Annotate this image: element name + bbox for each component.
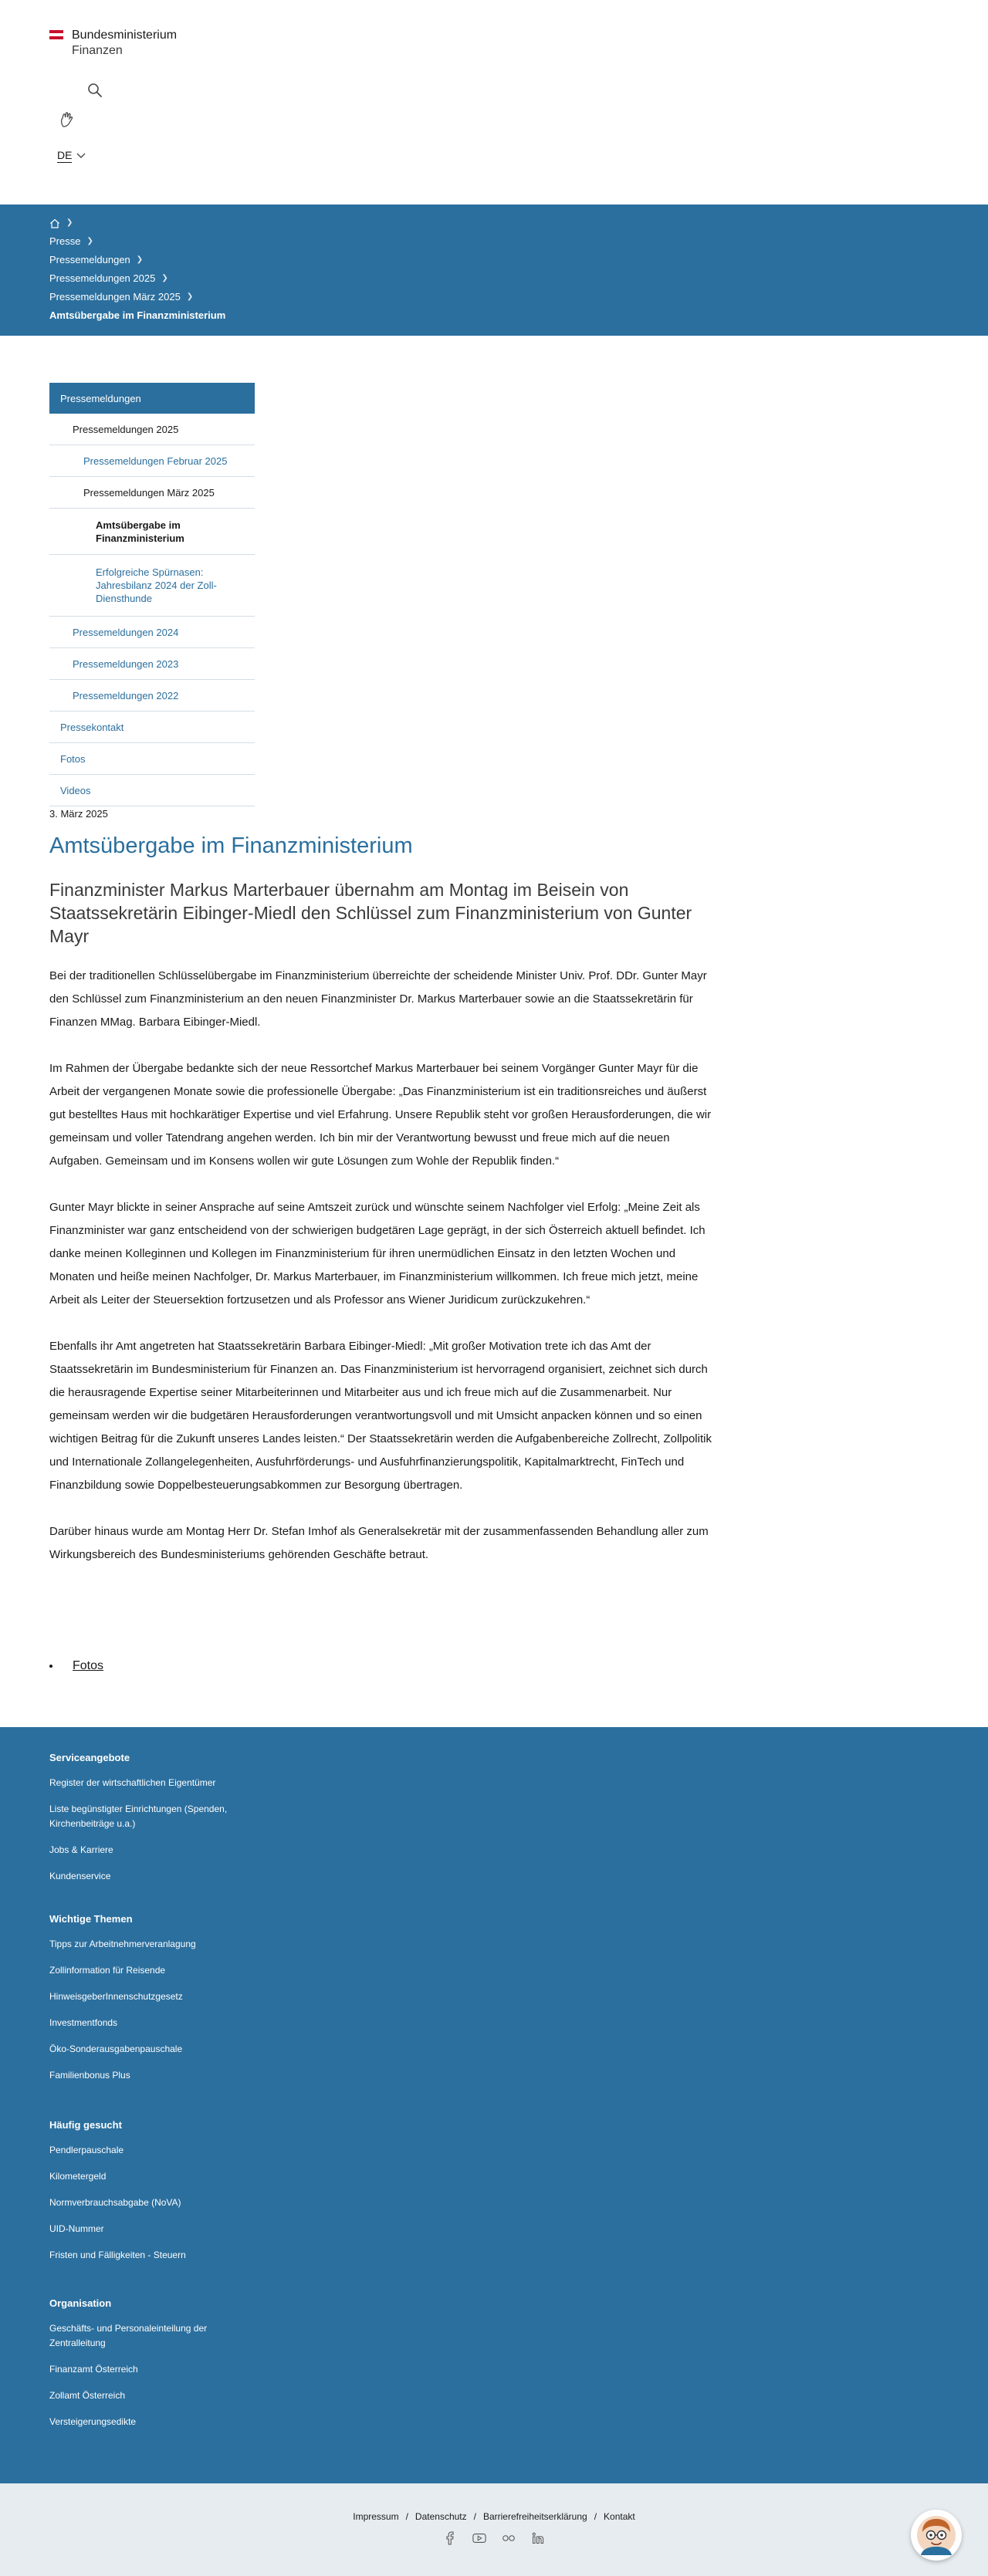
nav-item-pressemeldungen-februar-2025[interactable]: Pressemeldungen Februar 2025 bbox=[49, 445, 255, 477]
bullet-icon bbox=[49, 1665, 52, 1668]
breadcrumb-item[interactable] bbox=[49, 232, 225, 251]
footer-link[interactable]: Pendlerpauschale bbox=[49, 2145, 124, 2155]
footer-link[interactable]: Zollamt Österreich bbox=[49, 2390, 126, 2401]
section-navigation bbox=[49, 383, 255, 806]
footer-heading: Wichtige Themen bbox=[49, 1913, 133, 1925]
ministry-logo-link[interactable] bbox=[49, 28, 177, 59]
article-lead: Finanzminister Markus Marterbauer übernahm am Montag im Beisein von Staatssekretärin Eibinger-Miedl den Schlüssel zum Finanzministerium von Gunter Mayr bbox=[49, 880, 692, 946]
breadcrumb-link[interactable]: Pressemeldungen 2025 bbox=[49, 272, 156, 284]
breadcrumb-home[interactable] bbox=[49, 214, 225, 232]
footer-heading: Häufig gesucht bbox=[49, 2119, 122, 2131]
kontakt-link[interactable]: Kontakt bbox=[604, 2511, 635, 2522]
article-paragraph: Ebenfalls ihr Amt angetreten hat Staatssekretärin Barbara Eibinger-Miedl: „Mit großer Motivation trete ich das Amt der Staatssekretärin im Bundesministerium für Finanzen an. Das Finanzministerium ist hervorragend organisiert, zeichnet sich durch die herausragende Expertise seiner Mitarbeiterinnen und Mitarbeiter aus und ich freue mich auf die Zusammenarbeit. Nur gemeinsam werden wir die budgetären Herausforderungen verantwortungsvoll und mit Umsicht anpacken können und so einen wichtigen Beitrag für die Zukunft unseres Landes leisten.“ Der Staatssekretärin werden die Aufgabenbereiche Zollrecht, Zollpolitik und Internationale Zollangelegenheiten, Ausfuhrförderungs- und Ausfuhrfinanzierungspolitik, Kapitalmarktrecht, FinTech und Finanzbildung sowie Doppelbesteuerungsabkommen zur Besorgung übertragen. bbox=[49, 1340, 712, 1492]
footer-link[interactable]: Investmentfonds bbox=[49, 2017, 118, 2028]
footer-heading: Serviceangebote bbox=[49, 1752, 130, 1763]
nav-item-amtsuebergabe[interactable]: Amtsübergabe im Finanzministerium bbox=[49, 509, 255, 555]
separator: / bbox=[473, 2511, 476, 2522]
footer-column-wichtige-themen bbox=[49, 1912, 266, 2083]
footer-link[interactable]: Normverbrauchsabgabe (NoVA) bbox=[49, 2197, 181, 2208]
logo-text bbox=[72, 28, 177, 59]
chevron-right-icon: ❯ bbox=[86, 237, 93, 245]
language-selector[interactable] bbox=[57, 149, 86, 163]
footer-link[interactable]: Geschäfts- und Personaleinteilung der Zentralleitung bbox=[49, 2323, 208, 2348]
barrierefreiheit-link[interactable]: Barrierefreiheitserklärung bbox=[482, 2511, 587, 2522]
footer-link[interactable]: Familienbonus Plus bbox=[49, 2070, 130, 2081]
footer-link[interactable]: UID-Nummer bbox=[49, 2223, 104, 2234]
article-paragraph: Im Rahmen der Übergabe bedankte sich der neue Ressortchef Markus Marterbauer bei seinem Vorgänger Gunter Mayr für die Arbeit der vergangenen Monate sowie die professionelle Übergabe: „Das Finanzministerium ist ein traditionsreiches und äußerst gut bestelltes Haus mit hochkarätiger Expertise und viel Erfahrung. Unsere Republik steht vor großen Herausforderungen, die wir gemeinsam und voller Tatendrang angehen werden. Ich bin mir der Verantwortung bewusst und freue mich auf die neuen Aufgaben. Gemeinsam und im Konsens wollen wir gute Lösungen zum Wohle der Republik finden.“ bbox=[49, 1062, 712, 1168]
breadcrumb-item[interactable] bbox=[49, 269, 225, 288]
separator: / bbox=[405, 2511, 408, 2522]
sign-language-icon[interactable] bbox=[59, 111, 74, 128]
footer-link[interactable]: Öko-Sonderausgabenpauschale bbox=[49, 2044, 183, 2054]
social-links bbox=[0, 2531, 988, 2545]
nav-item-pressemeldungen[interactable]: Pressemeldungen bbox=[49, 383, 255, 414]
datenschutz-link[interactable]: Datenschutz bbox=[414, 2511, 467, 2522]
footer-link[interactable]: Fristen und Fälligkeiten - Steuern bbox=[49, 2250, 186, 2260]
footer-link[interactable]: Jobs & Karriere bbox=[49, 1844, 113, 1855]
footer-link[interactable]: Finanzamt Österreich bbox=[49, 2364, 138, 2375]
nav-item-videos[interactable]: Videos bbox=[49, 775, 255, 806]
article-paragraph: Gunter Mayr blickte in seiner Ansprache auf seine Amtszeit zurück und wünschte seinem Nachfolger viel Erfolg: „Meine Zeit als Finanzminister war ganz entscheidend von der schwierigen budgetären Lage geprägt, in der sich Österreich aktuell befindet. Ich danke meinen Kolleginnen und Kollegen im Finanzministerium für ihren unermüdlichen Einsatz in den letzten Wochen und Monaten und heiße meinen Nachfolger, Dr. Markus Marterbauer, im Finanzministerium willkommen. Ich freue mich jetzt, meine Arbeit als Leiter der Steuersektion fortzusetzen und als Professor ans Wiener Juridicum zurückzukehren.“ bbox=[49, 1201, 705, 1307]
nav-item-pressemeldungen-2025[interactable]: Pressemeldungen 2025 bbox=[49, 414, 255, 445]
breadcrumb-link[interactable]: Pressemeldungen bbox=[49, 254, 130, 265]
article-paragraph: Darüber hinaus wurde am Montag Herr Dr. Stefan Imhof als Generalsekretär mit der zusammenfassenden Behandlung aller zum Wirkungsbereich des Bundesministeriums gehörenden Geschäfte betraut. bbox=[49, 1525, 709, 1561]
footer-bottom-bar bbox=[0, 2483, 988, 2576]
chevron-right-icon: ❯ bbox=[161, 274, 168, 282]
legal-links bbox=[0, 2511, 988, 2522]
linkedin-icon[interactable] bbox=[531, 2531, 545, 2545]
footer-link[interactable]: Kundenservice bbox=[49, 1871, 111, 1881]
nav-item-pressekontakt[interactable]: Pressekontakt bbox=[49, 712, 255, 743]
footer-heading: Organisation bbox=[49, 2297, 112, 2309]
footer-column-organisation bbox=[49, 2296, 266, 2429]
footer-link[interactable]: Kilometergeld bbox=[49, 2171, 107, 2182]
logo-title: Bundesministerium bbox=[72, 29, 178, 42]
site-footer bbox=[0, 1727, 988, 2483]
impressum-link[interactable]: Impressum bbox=[353, 2511, 399, 2522]
footer-link[interactable]: Zollinformation für Reisende bbox=[49, 1965, 166, 1976]
article-body bbox=[49, 965, 713, 1590]
assistant-avatar-icon bbox=[916, 2515, 956, 2555]
breadcrumb-item[interactable] bbox=[49, 288, 225, 306]
site-header bbox=[0, 0, 988, 205]
nav-item-pressemeldungen-2022[interactable]: Pressemeldungen 2022 bbox=[49, 680, 255, 712]
nav-item-fotos[interactable]: Fotos bbox=[49, 743, 255, 775]
footer-link[interactable]: Tipps zur Arbeitnehmerveranlagung bbox=[49, 1939, 196, 1949]
austrian-flag-icon bbox=[49, 30, 63, 39]
facebook-icon[interactable] bbox=[443, 2531, 457, 2545]
footer-link[interactable]: Versteigerungsedikte bbox=[49, 2416, 137, 2427]
article-paragraph: Bei der traditionellen Schlüsselübergabe im Finanzministerium überreichte der scheidende Minister Univ. Prof. DDr. Gunter Mayr den Schlüssel zum Finanzministerium an den neuen Finanzminister Dr. Markus Marterbauer sowie an die Staatssekretärin für Finanzen MMag. Barbara Eibinger-Miedl. bbox=[49, 969, 707, 1029]
breadcrumb-link[interactable]: Pressemeldungen März 2025 bbox=[49, 291, 181, 303]
chevron-down-icon bbox=[76, 153, 86, 159]
youtube-icon[interactable] bbox=[472, 2531, 486, 2545]
flickr-icon[interactable] bbox=[502, 2531, 516, 2545]
breadcrumb-current: Amtsübergabe im Finanzministerium bbox=[49, 309, 226, 321]
related-links bbox=[49, 1659, 103, 1673]
list-item bbox=[49, 1659, 103, 1673]
breadcrumb-link[interactable]: Presse bbox=[49, 235, 81, 247]
footer-link[interactable]: HinweisgeberInnenschutzgesetz bbox=[49, 1991, 183, 2002]
nav-item-pressemeldungen-maerz-2025[interactable]: Pressemeldungen März 2025 bbox=[49, 477, 255, 509]
chevron-right-icon: ❯ bbox=[136, 255, 144, 264]
nav-item-pressemeldungen-2024[interactable]: Pressemeldungen 2024 bbox=[49, 617, 255, 648]
publish-date: 3. März 2025 bbox=[49, 808, 108, 820]
chat-assistant-button[interactable] bbox=[911, 2510, 962, 2561]
page-title: Amtsübergabe im Finanzministerium bbox=[49, 833, 413, 858]
chevron-right-icon: ❯ bbox=[186, 292, 194, 301]
breadcrumb-band bbox=[0, 205, 988, 336]
nav-item-pressemeldungen-2023[interactable]: Pressemeldungen 2023 bbox=[49, 648, 255, 680]
separator: / bbox=[594, 2511, 597, 2522]
language-code: DE bbox=[57, 149, 73, 161]
footer-link[interactable]: Register der wirtschaftlichen Eigentümer bbox=[49, 1777, 216, 1788]
search-icon[interactable] bbox=[86, 82, 103, 99]
logo-subtitle: Finanzen bbox=[72, 44, 123, 57]
nav-item-erfolgreiche-spuernasen[interactable]: Erfolgreiche Spürnasen: Jahresbilanz 2024 der Zoll-Diensthunde bbox=[49, 555, 255, 617]
home-icon bbox=[49, 218, 60, 228]
breadcrumb-item[interactable] bbox=[49, 251, 225, 269]
chevron-right-icon: ❯ bbox=[66, 218, 73, 227]
footer-column-haeufig-gesucht bbox=[49, 2118, 266, 2263]
fotos-link[interactable]: Fotos bbox=[73, 1659, 104, 1672]
footer-link[interactable]: Liste begünstigter Einrichtungen (Spenden, Kirchenbeiträge u.a.) bbox=[49, 1804, 228, 1829]
footer-column-serviceangebote bbox=[49, 1750, 266, 1884]
breadcrumb bbox=[49, 214, 225, 325]
